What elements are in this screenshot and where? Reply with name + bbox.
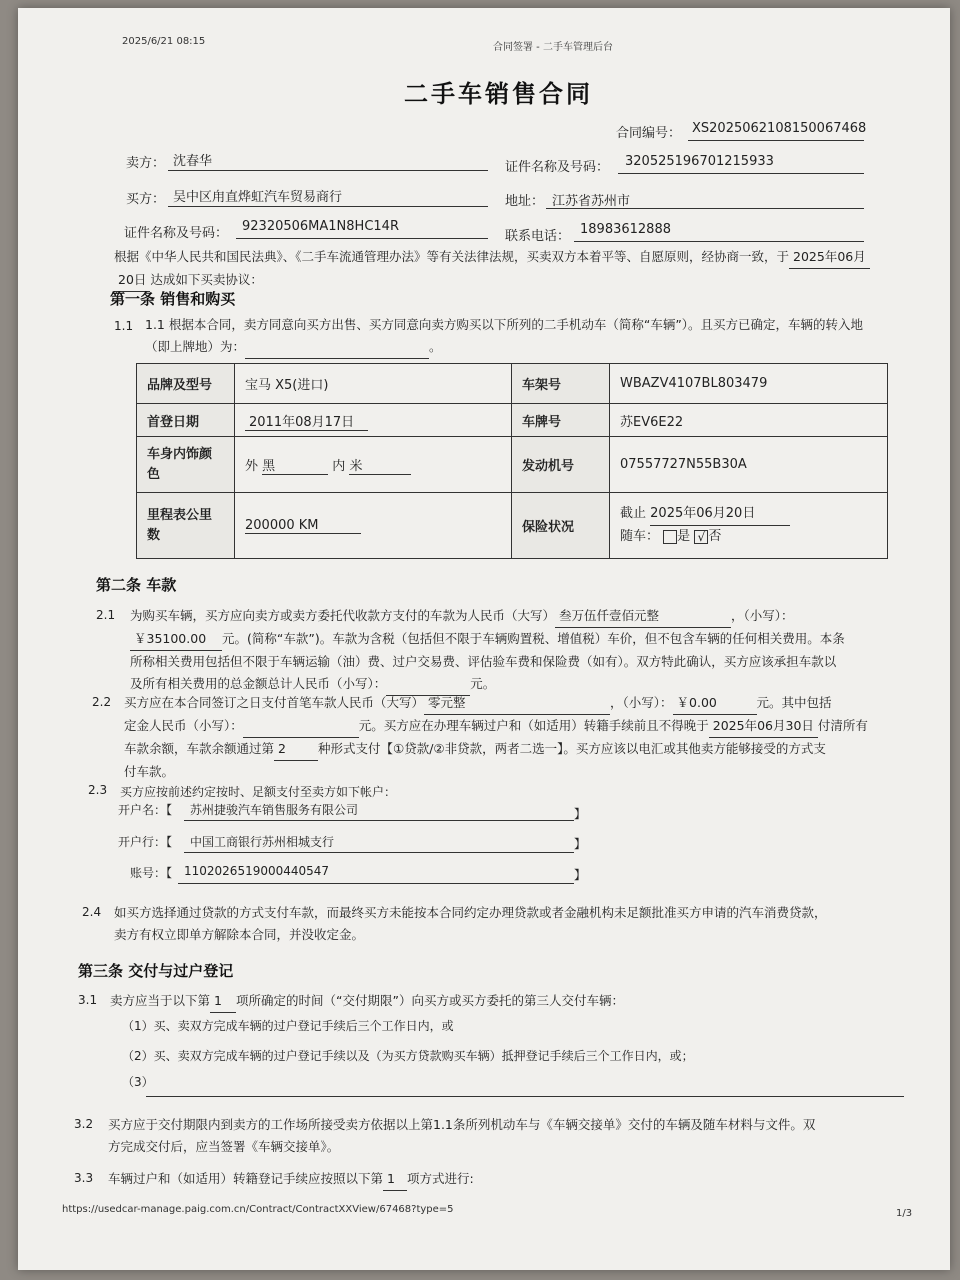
p23-text: 买方应按前述约定按时、足额支付至卖方如下帐户： bbox=[120, 785, 397, 799]
bank-value: 中国工商银行苏州相城支行 bbox=[190, 835, 335, 849]
p32-num: 3.2 bbox=[74, 1117, 94, 1131]
print-page-title: 合同签署 - 二手车管理后台 bbox=[493, 42, 613, 53]
intro-paragraph: 根据《中华人民共和国民法典》、《二手车流通管理办法》等有关法律法规，买卖双方本着平等、自愿原则，经协商一致，于 2025年06月 20日 达成如下买卖协议： bbox=[114, 246, 904, 292]
bank-label: 开户行：【 bbox=[118, 835, 173, 849]
vin-label: 车架号 bbox=[512, 364, 610, 404]
address-label: 地址： bbox=[505, 194, 545, 209]
p33-num: 3.3 bbox=[74, 1171, 94, 1185]
seller-label: 卖方： bbox=[126, 156, 166, 171]
table-row bbox=[137, 493, 888, 559]
p31-paragraph: 卖方应当于以下第 1 项所确定的时间（“交付期限”）向买方或买方委托的第三人交付车辆： bbox=[110, 990, 910, 1013]
p21-paragraph: 为购买车辆，买方应向卖方或卖方委托代收款方支付的车款为人民币（大写） 叁万伍仟壹佰元整 ，（小写）： ￥35100.00 元。(简称“车款”)。车款为含税（包括但不限于车辆购置税、增值税）车价，但不包含车辆的任何相关费用。本条 所称相关费用包括但不限于车辆运输（油）费、过户交易费、评估验车费和保险费（如有）。双方特此确认，买方应该承担车款以 及所有相关费用的总金额总计人民币（小写）： 元。 bbox=[130, 605, 910, 696]
account-no-value: 1102026519000440547 bbox=[184, 864, 330, 878]
color-value: 外 黑 内 米 bbox=[235, 437, 512, 493]
engine-label: 发动机号 bbox=[512, 437, 610, 493]
p31-option-1: （1）买、卖双方完成车辆的过户登记手续后三个工作日内，或 bbox=[122, 1019, 454, 1033]
p32-paragraph: 买方应于交付期限内到卖方的工作场所接受卖方依据以上第1.1条所列机动车与《车辆交接单》交付的车辆及随车材料与文件。双 方完成交付后，应当签署《车辆交接单》。 bbox=[108, 1117, 816, 1154]
table-row bbox=[137, 364, 888, 404]
p31-option-2: （2）买、卖双方完成车辆的过户登记手续以及（为买方贷款购买车辆）抵押登记手续后三个工作日内，或； bbox=[122, 1049, 694, 1063]
contract-no-value: XS2025062108150067468 bbox=[692, 121, 867, 136]
color-label: 车身内饰颜 色 bbox=[137, 437, 235, 493]
p24-paragraph: 如买方选择通过贷款的方式支付车款，而最终买方未能按本合同约定办理贷款或者金融机构未足额批准买方申请的汽车消费贷款， 卖方有权立即单方解除本合同，并没收定金。 bbox=[114, 905, 827, 942]
account-no-close: 】 bbox=[574, 868, 587, 882]
contract-no-label: 合同编号： bbox=[616, 126, 682, 141]
insurance-yes-checkbox bbox=[663, 530, 677, 544]
section1-title: 第一条 销售和购买 bbox=[110, 290, 236, 308]
account-no-label: 账号：【 bbox=[130, 866, 173, 880]
brand-value: 宝马 X5(进口) bbox=[235, 364, 512, 404]
vehicle-info-table bbox=[136, 363, 888, 559]
insurance-no-label: 否 bbox=[708, 529, 722, 544]
p33-paragraph: 车辆过户和（如适用）转籍登记手续应按照以下第 1 项方式进行: bbox=[108, 1168, 908, 1191]
p23-num: 2.3 bbox=[88, 783, 108, 797]
vin-value: WBAZV4107BL803479 bbox=[610, 364, 888, 404]
buyer-name: 吴中区甪直烨虹汽车贸易商行 bbox=[173, 190, 343, 205]
buyer-id-label: 证件名称及号码： bbox=[124, 226, 229, 241]
p24-num: 2.4 bbox=[82, 905, 102, 919]
first-reg-value: 2011年08月17日 bbox=[235, 404, 512, 437]
seller-name: 沈春华 bbox=[173, 154, 213, 169]
table-row bbox=[137, 437, 888, 493]
section1-paragraph: 1.1 根据本合同，卖方同意向买方出售、买方同意向卖方购买以下所列的二手机动车（简称“车辆”）。且买方已确定，车辆的转入地 （即上牌地）为： 。 bbox=[145, 314, 905, 359]
contract-title: 二手车销售合同 bbox=[404, 80, 593, 108]
print-page-number: 1/3 bbox=[896, 1208, 913, 1219]
section1-num: 1.1 bbox=[114, 319, 134, 333]
insurance-value: 截止 2025年06月20日 随车： 是 √ 否 bbox=[610, 493, 888, 559]
mileage-label: 里程表公里 数 bbox=[137, 493, 235, 559]
insurance-yes-label: 是 bbox=[677, 529, 691, 544]
p21-num: 2.1 bbox=[96, 608, 116, 622]
brand-label: 品牌及型号 bbox=[137, 364, 235, 404]
insurance-label: 保险状况 bbox=[512, 493, 610, 559]
p31-option-3: （3） bbox=[122, 1075, 154, 1089]
account-name-close: 】 bbox=[574, 807, 587, 821]
account-name-value: 苏州捷骏汽车销售服务有限公司 bbox=[190, 803, 359, 817]
table-row bbox=[137, 404, 888, 437]
p22-num: 2.2 bbox=[92, 695, 112, 709]
section2-title: 第二条 车款 bbox=[96, 576, 177, 594]
account-name-label: 开户名：【 bbox=[118, 803, 173, 817]
plate-value: 苏EV6E22 bbox=[610, 404, 888, 437]
mileage-value: 200000 KM bbox=[235, 493, 512, 559]
section3-title: 第三条 交付与过户登记 bbox=[78, 962, 234, 980]
p22-paragraph: 买方应在本合同签订之日支付首笔车款人民币（大写） 零元整 ，（小写）： ￥0.00 元。其中包括 定金人民币（小写）： 元。买方应在办理车辆过户和（如适用）转籍手续前且不得晚于 2025年06月30日 付清所有 车款余额，车款余额通过第 2 种形式支付【①贷款/②非贷款，两者二选一】。买方应该以电汇或其他卖方能够接受的方式支 付车款。 bbox=[124, 692, 914, 783]
plate-label: 车牌号 bbox=[512, 404, 610, 437]
buyer-label: 买方： bbox=[126, 192, 166, 207]
insurance-no-checkbox: √ bbox=[694, 530, 708, 544]
seller-id-value: 320525196701215933 bbox=[625, 154, 774, 169]
engine-value: 07557727N55B30A bbox=[610, 437, 888, 493]
p31-num: 3.1 bbox=[78, 993, 98, 1007]
seller-id-label: 证件名称及号码： bbox=[505, 160, 610, 175]
print-datetime: 2025/6/21 08:15 bbox=[122, 36, 206, 47]
phone-value: 18983612888 bbox=[580, 222, 671, 237]
bank-close: 】 bbox=[574, 837, 587, 851]
phone-label: 联系电话： bbox=[505, 229, 571, 244]
buyer-id-value: 92320506MA1N8HC14R bbox=[242, 219, 399, 234]
print-url: https://usedcar-manage.paig.com.cn/Contract/ContractXXView/67468?type=5 bbox=[62, 1204, 454, 1215]
first-reg-label: 首登日期 bbox=[137, 404, 235, 437]
contract-paper bbox=[18, 8, 950, 1270]
address-value: 江苏省苏州市 bbox=[552, 194, 631, 209]
